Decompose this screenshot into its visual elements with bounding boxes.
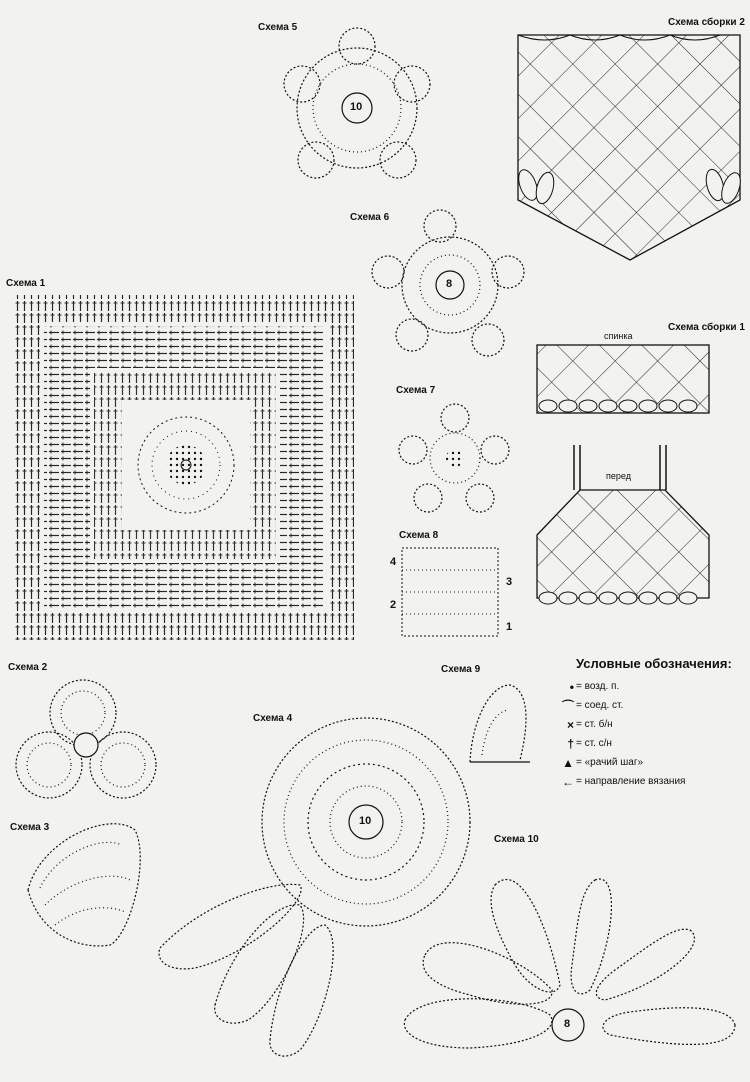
assembly-1-front: [537, 445, 709, 604]
scheme-4-center-number: 10: [359, 815, 372, 827]
scheme-10-label: Схема 10: [494, 834, 539, 845]
legend: [540, 656, 745, 791]
scheme-8-row-3: 3: [506, 576, 513, 588]
chain-stitch-dot-icon: •: [569, 679, 574, 694]
scheme-9-motif: [470, 685, 530, 762]
legend-item: [540, 753, 745, 772]
legend-item-text: = ст. с/н: [576, 738, 612, 749]
assembly-front-label: перед: [606, 471, 631, 481]
slip-stitch-arc-icon: ⌒: [561, 699, 574, 713]
legend-title: Условные обозначения:: [576, 656, 732, 671]
single-crochet-cross-icon: ×: [566, 717, 574, 732]
crab-stitch-triangle-icon: ▲: [562, 755, 574, 770]
scheme-2-label: Схема 2: [8, 662, 48, 673]
scheme-3-motif: [28, 824, 140, 946]
double-crochet-cross-icon: †: [567, 736, 574, 751]
legend-item: [540, 772, 745, 791]
scheme-10-center-number: 8: [564, 1018, 571, 1030]
direction-arrow-icon: ←: [562, 774, 574, 789]
scheme-8-row-1: 1: [506, 621, 513, 633]
scheme-4-motif: [159, 718, 470, 1056]
scheme-6-center-number: 8: [446, 278, 453, 290]
scheme-8-row-2: 2: [390, 599, 397, 611]
legend-item: [540, 734, 745, 753]
scheme-8-label: Схема 8: [399, 530, 439, 541]
scheme-8-motif: [402, 548, 498, 636]
legend-item-text: = направление вязания: [576, 776, 686, 787]
scheme-9-label: Схема 9: [441, 664, 481, 675]
assembly-2-label: Схема сборки 2: [668, 17, 745, 28]
assembly-2-panel: [515, 35, 744, 260]
assembly-back-label: спинка: [604, 331, 633, 341]
scheme-3-label: Схема 3: [10, 822, 50, 833]
scheme-4-label: Схема 4: [253, 713, 293, 724]
assembly-1-back: [537, 345, 709, 413]
legend-item-text: = ст. б/н: [576, 719, 613, 730]
legend-item: [540, 696, 745, 715]
scheme-1-label: Схема 1: [6, 278, 46, 289]
legend-item-text: = «рачий шаг»: [576, 757, 644, 768]
legend-item: [540, 715, 745, 734]
scheme-2-motif: [16, 680, 156, 798]
scheme-5-center-number: 10: [350, 101, 363, 113]
scheme-7-motif: [399, 404, 509, 512]
legend-item: [540, 677, 745, 696]
scheme-6-label: Схема 6: [350, 212, 390, 223]
legend-item-text: = соед. ст.: [576, 700, 624, 711]
scheme-7-label: Схема 7: [396, 385, 436, 396]
legend-item-text: = возд. п.: [576, 681, 620, 692]
assembly-1-label: Схема сборки 1: [668, 322, 745, 333]
scheme-1-motif: [14, 295, 354, 640]
scheme-5-label: Схема 5: [258, 22, 298, 33]
scheme-8-row-4: 4: [390, 556, 397, 568]
